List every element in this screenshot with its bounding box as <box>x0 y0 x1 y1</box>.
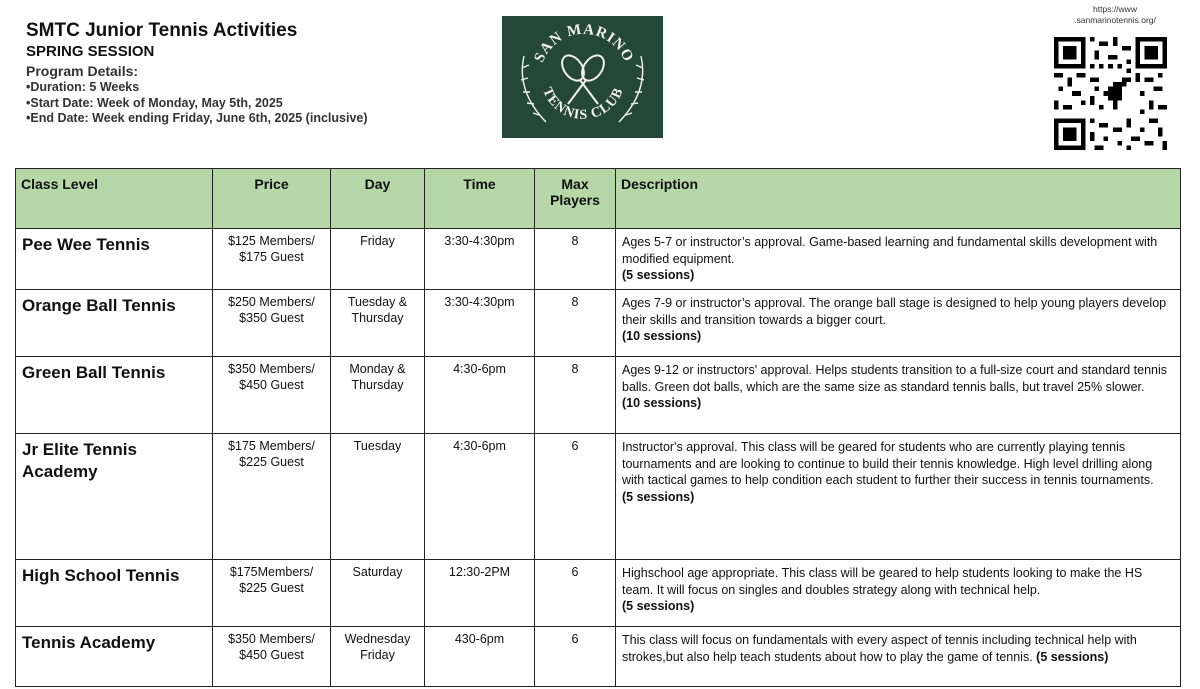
day-line-1: Monday & <box>349 362 406 376</box>
logo-bottom-text: TENNIS CLUB <box>539 85 627 123</box>
time: 12:30-2PM <box>425 560 535 627</box>
day <box>331 290 425 357</box>
day-line-1: Wednesday <box>344 632 411 646</box>
sessions-count: (10 sessions) <box>622 329 702 343</box>
session-title: SPRING SESSION <box>26 43 155 60</box>
price-guest: $175 Guest <box>239 249 304 264</box>
website-url-line-2: .sanmarinotennis.org/ <box>1074 15 1156 25</box>
column-header-description: Description <box>616 169 1181 229</box>
description <box>616 229 1181 290</box>
price <box>213 627 331 687</box>
sessions-count: (5 sessions) <box>622 489 695 504</box>
club-logo <box>502 16 663 138</box>
max-players: 6 <box>535 560 616 627</box>
table-row <box>16 434 1181 560</box>
column-header-price: Price <box>213 169 331 229</box>
price-guest: $450 Guest <box>239 647 304 662</box>
description-text: Highschool age appropriate. This class will be geared to help students looking to make the HS team. It will focus on singles and doubles strategy along with technical help. <box>622 566 1143 597</box>
sessions-count: (5 sessions) <box>622 268 695 282</box>
description <box>616 560 1181 627</box>
day-line-1: Tuesday & <box>347 295 408 309</box>
table-row <box>16 560 1181 627</box>
program-detail-end: •End Date: Week ending Friday, June 6th, 2025 (inclusive) <box>26 111 368 125</box>
price <box>213 434 331 560</box>
column-header-max-players: Max Players <box>535 169 616 229</box>
column-header-class-level: Class Level <box>16 169 213 229</box>
program-detail-duration: •Duration: 5 Weeks <box>26 80 140 94</box>
price-guest: $450 Guest <box>239 377 304 392</box>
table-header-row <box>16 169 1181 229</box>
day-line-1: Tuesday <box>353 439 402 453</box>
qr-code-icon[interactable] <box>1054 37 1167 150</box>
class-level: Tennis Academy <box>16 627 213 687</box>
price-members: $175 Members/ <box>228 439 315 453</box>
price-members: $175Members/ <box>229 565 314 579</box>
day-line-1: Friday <box>360 234 395 248</box>
description-text: Ages 9-12 or instructors' approval. Helps students transition to a full-size court and standard tennis balls. Green dot balls, which are the same size as standard tennis balls, but travel 25% slower. <box>622 363 1168 394</box>
max-players: 8 <box>535 290 616 357</box>
price-guest: $225 Guest <box>239 454 304 469</box>
crossed-rackets-icon <box>558 51 609 104</box>
time: 3:30-4:30pm <box>425 229 535 290</box>
day <box>331 434 425 560</box>
class-level: Green Ball Tennis <box>16 357 213 434</box>
time: 4:30-6pm <box>425 434 535 560</box>
column-header-day: Day <box>331 169 425 229</box>
time: 4:30-6pm <box>425 357 535 434</box>
day-line-2: Friday <box>360 647 395 662</box>
description-text: Ages 7-9 or instructor’s approval. The orange ball stage is designed to help young players develop their skills and transition towards a bigger court. <box>622 296 1167 327</box>
price-members: $350 Members/ <box>228 362 315 376</box>
description-text: Instructor's approval. This class will be geared for students who are currently playing tennis tournaments and are looking to continue to build their tennis knowledge. High level drilling along with tactical games to help condition each student to further their success in tennis tournaments. <box>622 440 1154 487</box>
price <box>213 229 331 290</box>
program-details-label: Program Details: <box>26 63 139 79</box>
website-url-line-1: https://www <box>1093 4 1137 14</box>
class-level: High School Tennis <box>16 560 213 627</box>
day <box>331 357 425 434</box>
price <box>213 357 331 434</box>
max-players: 6 <box>535 627 616 687</box>
time: 430-6pm <box>425 627 535 687</box>
table-row <box>16 229 1181 290</box>
day-line-1: Saturday <box>352 565 403 579</box>
sessions-count: (5 sessions) <box>1036 649 1109 664</box>
price-members: $250 Members/ <box>228 295 315 309</box>
day-line-2: Thursday <box>351 310 404 325</box>
description-text: This class will focus on fundamentals with every aspect of tennis including technical help with strokes,but also help teach students about how to play the game of tennis. <box>622 633 1137 664</box>
day <box>331 229 425 290</box>
price-guest: $350 Guest <box>239 310 304 325</box>
description <box>616 434 1181 560</box>
price <box>213 290 331 357</box>
time: 3:30-4:30pm <box>425 290 535 357</box>
max-players: 8 <box>535 357 616 434</box>
program-detail-start: •Start Date: Week of Monday, May 5th, 2025 <box>26 95 283 110</box>
max-players: 6 <box>535 434 616 560</box>
svg-text:TENNIS CLUB <box>539 85 627 123</box>
price-members: $125 Members/ <box>228 234 315 248</box>
price-members: $350 Members/ <box>228 632 315 646</box>
svg-text:SAN MARINO <box>531 22 636 65</box>
sessions-count: (10 sessions) <box>622 396 702 410</box>
description <box>616 290 1181 357</box>
price <box>213 560 331 627</box>
description <box>616 627 1181 687</box>
class-level: Orange Ball Tennis <box>16 290 213 357</box>
table-row <box>16 357 1181 434</box>
schedule-table <box>15 168 1181 687</box>
day-line-2: Thursday <box>351 377 404 392</box>
max-players: 8 <box>535 229 616 290</box>
day <box>331 627 425 687</box>
logo-top-text: SAN MARINO <box>531 21 637 65</box>
class-level: Pee Wee Tennis <box>16 229 213 290</box>
club-logo-emblem <box>502 16 663 138</box>
price-guest: $225 Guest <box>239 580 304 595</box>
header-block <box>26 20 368 127</box>
sessions-count: (5 sessions) <box>622 599 695 613</box>
description-text: Ages 5-7 or instructor’s approval. Game-based learning and fundamental skills development with modified equipment. <box>622 235 1158 266</box>
table-row <box>16 627 1181 687</box>
column-header-time: Time <box>425 169 535 229</box>
class-level: Jr Elite Tennis Academy <box>16 434 213 560</box>
page-title: SMTC Junior Tennis Activities <box>26 20 298 41</box>
website-url[interactable] <box>1060 4 1170 26</box>
day <box>331 560 425 627</box>
description <box>616 357 1181 434</box>
table-row <box>16 290 1181 357</box>
